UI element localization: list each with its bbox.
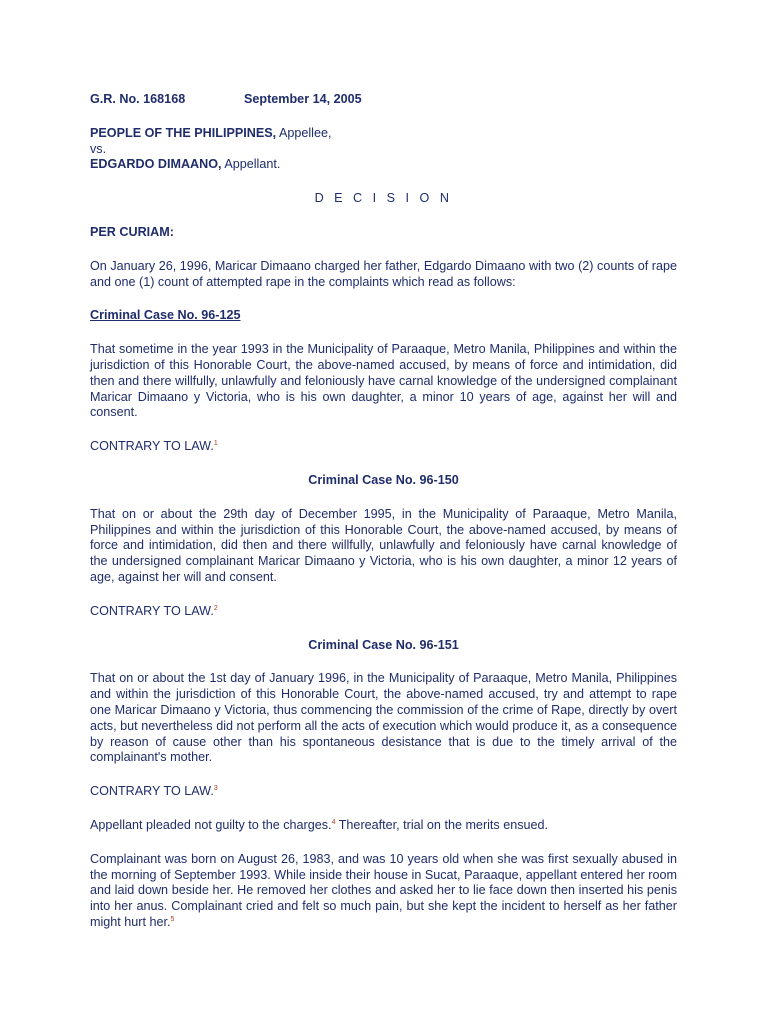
footnote-link-2[interactable]: 2 <box>213 604 218 612</box>
contrary-text: CONTRARY TO LAW. <box>90 439 214 454</box>
case-heading-96-150: Criminal Case No. 96-150 <box>308 472 459 487</box>
narrative-text: Complainant was born on August 26, 1983, and was 10 years old when she was first sexually abused in the morning of September 1993. While inside their house in Sucat, Paraaque, appellant entered her room and laid down beside her. He removed her clothes and asked her to lie face down then inserted his penis into her anus. Complainant cried and felt so much pain, but she kept the incident to herself as her father might hurt her. <box>90 851 677 929</box>
plea-paragraph <box>90 818 677 834</box>
plea-text-before: Appellant pleaded not guilty to the charges. <box>90 817 332 832</box>
case-body-96-150: That on or about the 29th day of December 1995, in the Municipality of Paraaque, Metro Manila, Philippines and within the jurisdiction of this Honorable Court, the above-named accused, by means of force and intimidation, did then and there willfully, unlawfully and feloniously have carnal knowledge of the undersigned complainant Maricar Dimaano y Victoria, who is his own daughter, a minor 12 years of age, against her will and consent. <box>90 506 677 584</box>
appellant-name: EDGARDO DIMAANO, <box>90 157 222 172</box>
footnote-link-1[interactable]: 1 <box>213 439 218 447</box>
appellant-role: Appellant. <box>221 157 281 172</box>
contrary-text: CONTRARY TO LAW. <box>90 784 214 799</box>
contrary-to-law-1 <box>90 439 677 455</box>
appellee-role: Appellee, <box>276 125 332 140</box>
appellee-name: PEOPLE OF THE PHILIPPINES, <box>90 125 277 140</box>
per-curiam: PER CURIAM: <box>90 224 174 239</box>
footnote-link-4[interactable]: 4 <box>331 818 336 826</box>
contrary-to-law-2 <box>90 604 677 620</box>
case-header <box>90 92 677 108</box>
footnote-link-5[interactable]: 5 <box>170 915 175 923</box>
case-heading-96-125: Criminal Case No. 96-125 <box>90 308 241 323</box>
plea-text-after: Thereafter, trial on the merits ensued. <box>335 817 549 832</box>
contrary-to-law-3 <box>90 784 677 800</box>
case-body-96-151: That on or about the 1st day of January 1996, in the Municipality of Paraaque, Metro Manila, Philippines and within the jurisdiction of this Honorable Court, the above-named accused, try and attempt to rape one Maricar Dimaano y Victoria, thus commencing the commission of the crime of Rape, directly by overt acts, but nevertheless did not perform all the acts of execution which would produce it, as a consequence by reason of cause other than his spontaneous desistance that is due to the timely arrival of the complainant's mother. <box>90 671 677 765</box>
case-heading-96-151: Criminal Case No. 96-151 <box>308 637 459 652</box>
footnote-link-3[interactable]: 3 <box>213 784 218 792</box>
case-body-96-125: That sometime in the year 1993 in the Municipality of Paraaque, Metro Manila, Philippines and within the jurisdiction of this Honorable Court, the above-named accused, by means of force and intimidation, did then and there willfully, unlawfully and feloniously have carnal knowledge of the undersigned complainant Maricar Dimaano y Victoria, who is his own daughter, a minor 10 years of age, against her will and consent. <box>90 342 677 420</box>
decision-document <box>90 92 677 931</box>
intro-paragraph: On January 26, 1996, Maricar Dimaano charged her father, Edgardo Dimaano with two (2) counts of rape and one (1) count of attempted rape in the complaints which read as follows: <box>90 258 677 289</box>
appellee-line <box>90 126 677 142</box>
decision-title: D E C I S I O N <box>314 191 453 206</box>
decision-date: September 14, 2005 <box>244 92 362 106</box>
versus: vs. <box>90 141 107 156</box>
narrative-paragraph <box>90 852 677 931</box>
gr-number: G.R. No. 168168 <box>90 92 186 106</box>
contrary-text: CONTRARY TO LAW. <box>90 603 214 618</box>
appellant-line <box>90 157 677 173</box>
